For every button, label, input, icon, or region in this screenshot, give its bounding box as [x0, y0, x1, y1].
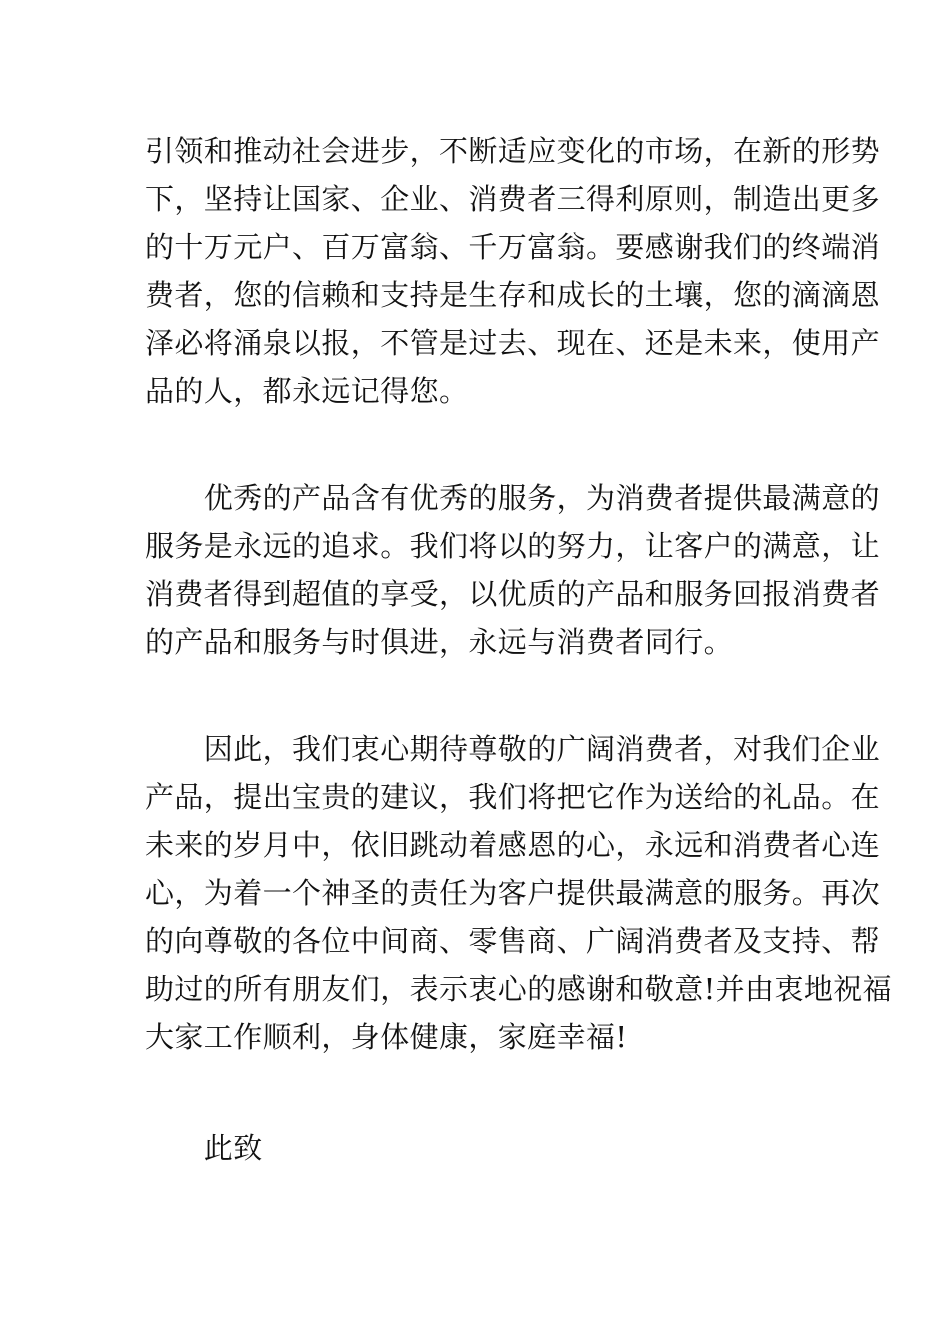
text-line: 助过的所有朋友们，表示衷心的感谢和敬意!并由衷地祝福 — [145, 972, 893, 1006]
paragraph-1 — [145, 127, 881, 415]
paragraph-3 — [145, 725, 893, 1061]
text-line: 的向尊敬的各位中间商、零售商、广阔消费者及支持、帮 — [145, 924, 881, 958]
text-line: 的产品和服务与时俱进，永远与消费者同行。 — [145, 625, 734, 659]
closing-salutation — [145, 1124, 810, 1172]
text-line: 消费者得到超值的享受，以优质的产品和服务回报消费者 — [145, 577, 881, 611]
text-line: 大家工作顺利，身体健康，家庭幸福! — [145, 1020, 628, 1054]
text-line: 产品，提出宝贵的建议，我们将把它作为送给的礼品。在 — [145, 780, 881, 814]
text-line: 优秀的产品含有优秀的服务，为消费者提供最满意的 — [145, 481, 881, 515]
text-line: 未来的岁月中，依旧跳动着感恩的心，永远和消费者心连 — [145, 828, 881, 862]
text-line: 的十万元户、百万富翁、千万富翁。要感谢我们的终端消 — [145, 230, 881, 264]
text-line: 心，为着一个神圣的责任为客户提供最满意的服务。再次 — [145, 876, 881, 910]
text-line: 引领和推动社会进步，不断适应变化的市场，在新的形势 — [145, 134, 881, 168]
paragraph-2 — [145, 474, 881, 666]
text-line: 泽必将涌泉以报，不管是过去、现在、还是未来，使用产 — [145, 326, 881, 360]
text-line: 品的人，都永远记得您。 — [145, 374, 469, 408]
text-line: 服务是永远的追求。我们将以的努力，让客户的满意，让 — [145, 529, 881, 563]
text-line: 此致 — [145, 1131, 263, 1165]
text-line: 费者，您的信赖和支持是生存和成长的土壤，您的滴滴恩 — [145, 278, 881, 312]
text-line: 下，坚持让国家、企业、消费者三得利原则，制造出更多 — [145, 182, 881, 216]
text-line: 因此，我们衷心期待尊敬的广阔消费者，对我们企业 — [145, 732, 881, 766]
